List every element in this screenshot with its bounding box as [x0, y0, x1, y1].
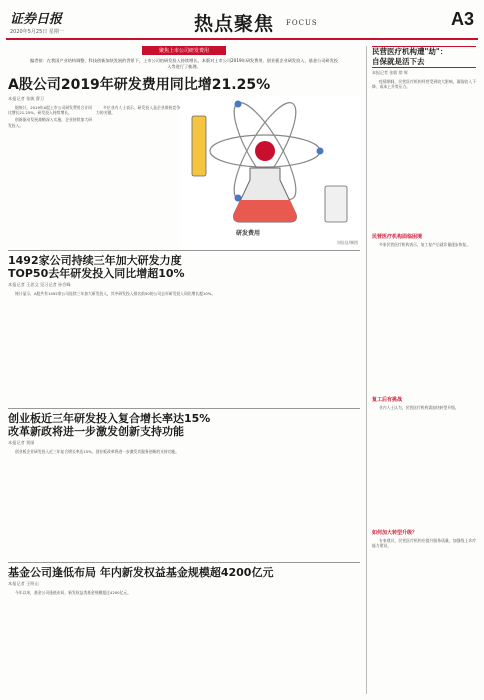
- sidebar-headline-line2: 自保就是活下去: [372, 57, 425, 66]
- section-title-english: FOCUS: [286, 19, 318, 27]
- sidebar-subhead: 复工后有挑战: [372, 397, 403, 403]
- sidebar-headline-box: [372, 46, 476, 68]
- issue-date: 2020年5月25日 星期一: [10, 29, 64, 35]
- image-label: 研发费用: [236, 230, 261, 237]
- story-byline: 本报记者 贾丽: [8, 440, 35, 445]
- body-text-column: 据统计，2019年A股上市公司研发费用合计同比增长21.25%，研发投入持续增长。 创新驱动发展战略深入实施，企业持续加大研发投入。: [8, 105, 92, 128]
- lead-headline: A股公司2019年研发费用同比增21.25%: [8, 77, 271, 93]
- editor-note: 编者按：在我国产业结构调整、科技创新加快发展的背景下，上市公司的研发投入持续增长。本版对上市公司2019年研发费用、创业板企业研发投入、基金公司研发投入等进行了梳理。: [30, 58, 338, 69]
- section-divider: [8, 250, 360, 251]
- newspaper-brand: 证券日报: [10, 12, 63, 27]
- sidebar-byline: 本报记者 张敏 徐 辉: [372, 70, 408, 75]
- story-headline: 基金公司逢低布局 年内新发权益基金规模超4200亿元: [8, 566, 274, 579]
- sidebar-subhead: 如何加大转型升级？: [372, 530, 418, 536]
- story-chinext: [8, 412, 360, 577]
- body-text-column: 多家民营医疗机构表示，复工复产后就诊量逐步恢复。: [379, 242, 471, 247]
- section-title: 热点聚焦: [194, 13, 275, 35]
- body-text-column: 疫情期间，民营医疗机构经营受到较大影响，面临收入下降、成本上升等压力。: [372, 79, 476, 90]
- body-text-column: 多位业内人士表示，研发投入是企业保持竞争力的关键。: [96, 105, 180, 116]
- feature-kicker: 聚焦上市公司研发费用: [142, 46, 226, 55]
- story-headline-line2: TOP50去年研发投入同比增超10%: [8, 267, 185, 280]
- story-byline: 本报记者 王思文 见习记者 孙会峰: [8, 282, 71, 287]
- rd-expense-illustration: [180, 96, 360, 248]
- column-divider: [366, 46, 367, 694]
- body-text-column: 统计显示，A股共有1492家公司连续三年加大研发投入，其中研发投入排名前50的公司去年研发投入同比增长超10%。: [15, 291, 216, 296]
- page-number: A3: [450, 9, 474, 29]
- story-byline: 本报记者 王明山: [8, 581, 39, 586]
- body-text-column: 专家建议，民营医疗机构应提升服务质量，加强线上诊疗能力建设。: [372, 538, 476, 549]
- image-credit: 刘佳仪/制图: [336, 240, 358, 245]
- story-headline: 1492家公司持续三年加大研发力度: [8, 254, 182, 267]
- story-headline-line2: 改革新政将进一步激发创新支持功能: [8, 425, 184, 438]
- lead-byline: 本报记者 张敏 曹卫: [8, 96, 45, 101]
- page-header: [6, 6, 478, 40]
- body-text-column: 今年以来，基金公司逢低布局，新发权益类基金规模超过4200亿元。: [15, 590, 131, 595]
- sidebar-headline: 民营医疗机构遭"劫"：: [372, 47, 448, 56]
- sidebar-subhead: 民营医疗机构面临困境: [372, 234, 423, 240]
- body-text-column: 创业板企业研发投入近三年复合增长率达15%，创业板改革将进一步激发其服务创新的支持功能。: [15, 449, 180, 454]
- story-headline: 创业板近三年研发投入复合增长率达15%: [8, 412, 211, 425]
- atom-beaker-graphic: [180, 96, 360, 248]
- story-rd-growth: [8, 254, 360, 421]
- body-text-column: 业内人士认为，民营医疗机构需加快转型升级。: [379, 405, 459, 410]
- section-divider: [8, 562, 360, 563]
- sidebar-story: [372, 46, 476, 628]
- story-funds: [8, 566, 360, 700]
- section-divider: [8, 408, 360, 409]
